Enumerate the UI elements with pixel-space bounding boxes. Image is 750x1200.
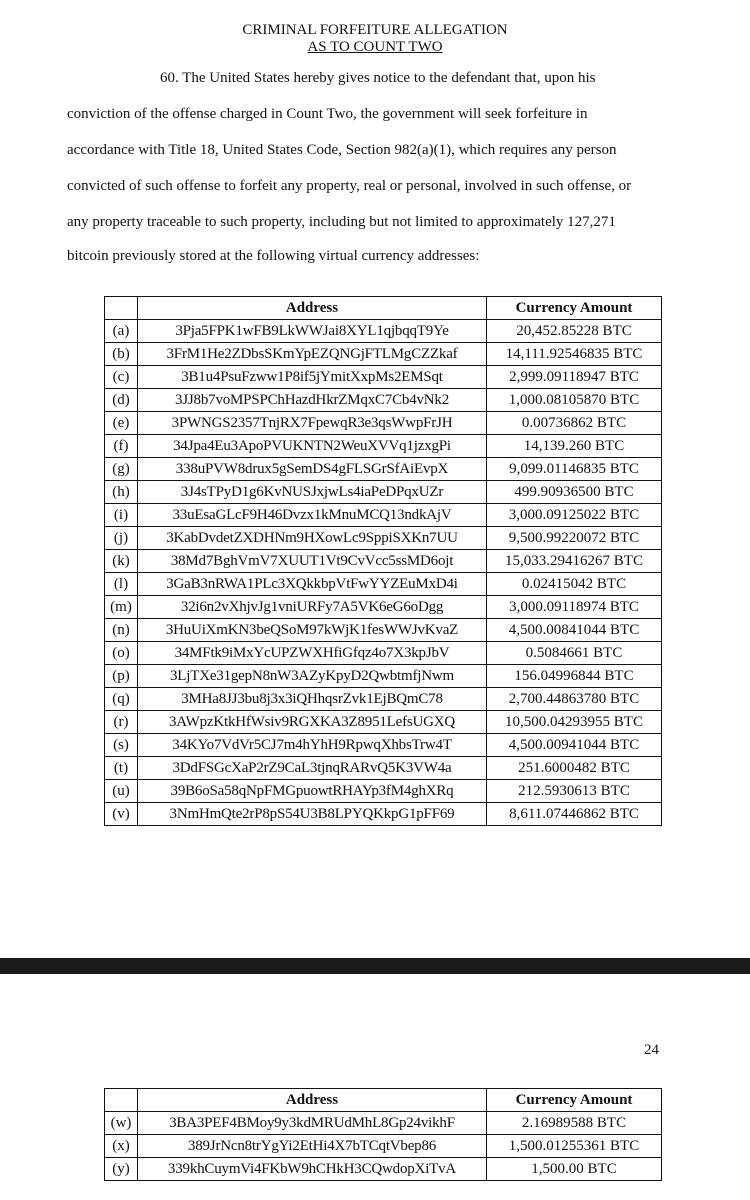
table-row (105, 642, 662, 665)
table-row (105, 366, 662, 389)
wallet-address: 3Pja5FPK1wFB9LkWWJai8XYL1qjbqqT9Ye (138, 320, 487, 343)
wallet-address: 3LjTXe31gepN8nW3AZyKpyD2QwbtmfjNwm (138, 665, 487, 688)
currency-amount: 2,999.09118947 BTC (487, 366, 662, 389)
currency-amount: 20,452.85228 BTC (487, 320, 662, 343)
table-header-row (105, 1089, 662, 1112)
currency-amount: 1,500.01255361 BTC (487, 1135, 662, 1158)
row-label: (v) (105, 803, 138, 826)
wallet-address: 339khCuymVi4FKbW9hCHkH3CQwdopXiTvA (138, 1158, 487, 1181)
table-row (105, 481, 662, 504)
row-label: (a) (105, 320, 138, 343)
wallet-address: 3BA3PEF4BMoy9y3kdMRUdMhL8Gp24vikhF (138, 1112, 487, 1135)
paragraph-line: accordance with Title 18, United States Code, Section 982(a)(1), which requires any person (67, 142, 617, 158)
table-row (105, 1112, 662, 1135)
amount-column-header: Currency Amount (487, 297, 662, 320)
wallet-address: 32i6n2vXhjvJg1vniURFy7A5VK6eG6oDgg (138, 596, 487, 619)
row-label: (r) (105, 711, 138, 734)
wallet-address: 3FrM1He2ZDbsSKmYpEZQNGjFTLMgCZZkaf (138, 343, 487, 366)
table-row (105, 711, 662, 734)
wallet-address: 39B6oSa58qNpFMGpuowtRHAYp3fM4ghXRq (138, 780, 487, 803)
currency-amount: 3,000.09118974 BTC (487, 596, 662, 619)
row-label: (c) (105, 366, 138, 389)
row-label: (d) (105, 389, 138, 412)
row-label: (f) (105, 435, 138, 458)
currency-amount: 2.16989588 BTC (487, 1112, 662, 1135)
currency-amount: 9,099.01146835 BTC (487, 458, 662, 481)
currency-amount: 8,611.07446862 BTC (487, 803, 662, 826)
table-row (105, 504, 662, 527)
table-row (105, 757, 662, 780)
currency-amount: 4,500.00841044 BTC (487, 619, 662, 642)
row-label: (x) (105, 1135, 138, 1158)
paragraph-line: convicted of such offense to forfeit any property, real or personal, involved in such offense, or (67, 178, 632, 194)
table-row (105, 619, 662, 642)
label-column-header (105, 1089, 138, 1112)
row-label: (l) (105, 573, 138, 596)
row-label: (s) (105, 734, 138, 757)
currency-amount: 4,500.00941044 BTC (487, 734, 662, 757)
table-row (105, 803, 662, 826)
row-label: (m) (105, 596, 138, 619)
wallet-address: 3B1u4PsuFzww1P8if5jYmitXxpMs2EMSqt (138, 366, 487, 389)
currency-amount: 2,700.44863780 BTC (487, 688, 662, 711)
row-label: (b) (105, 343, 138, 366)
wallet-address: 3J4sTPyD1g6KvNUSJxjwLs4iaPeDPqxUZr (138, 481, 487, 504)
table-row (105, 665, 662, 688)
wallet-address: 3HuUiXmKN3beQSoM97kWjK1fesWWJvKvaZ (138, 619, 487, 642)
table-row (105, 458, 662, 481)
row-label: (p) (105, 665, 138, 688)
table-row (105, 412, 662, 435)
wallet-address: 34Jpa4Eu3ApoPVUKNTN2WeuXVVq1jzxgPi (138, 435, 487, 458)
wallet-address: 3MHa8JJ3bu8j3x3iQHhqsrZvk1EjBQmC78 (138, 688, 487, 711)
row-label: (j) (105, 527, 138, 550)
row-label: (o) (105, 642, 138, 665)
wallet-address: 3DdFSGcXaP2rZ9CaL3tjnqRARvQ5K3VW4a (138, 757, 487, 780)
currency-amount: 1,000.08105870 BTC (487, 389, 662, 412)
table-row (105, 1135, 662, 1158)
address-column-header: Address (138, 1089, 487, 1112)
table-row (105, 573, 662, 596)
table-header-row (105, 297, 662, 320)
currency-amount: 156.04996844 BTC (487, 665, 662, 688)
wallet-address: 3PWNGS2357TnjRX7FpewqR3e3qsWwpFrJH (138, 412, 487, 435)
currency-amount: 15,033.29416267 BTC (487, 550, 662, 573)
currency-amount: 1,500.00 BTC (487, 1158, 662, 1181)
row-label: (i) (105, 504, 138, 527)
paragraph-line: 60. The United States hereby gives notice to the defendant that, upon his (160, 70, 596, 86)
wallet-address: 3KabDvdetZXDHNm9HXowLc9SppiSXKn7UU (138, 527, 487, 550)
wallet-address: 33uEsaGLcF9H46Dvzx1kMnuMCQ13ndkAjV (138, 504, 487, 527)
row-label: (t) (105, 757, 138, 780)
wallet-address: 34MFtk9iMxYcUPZWXHfiGfqz4o7X3kpJbV (138, 642, 487, 665)
table-row (105, 389, 662, 412)
currency-amount: 0.00736862 BTC (487, 412, 662, 435)
row-label: (u) (105, 780, 138, 803)
wallet-address: 3NmHmQte2rP8pS54U3B8LPYQKkpG1pFF69 (138, 803, 487, 826)
wallet-address: 389JrNcn8trYgYi2EtHi4X7bTCqtVbep86 (138, 1135, 487, 1158)
amount-column-header: Currency Amount (487, 1089, 662, 1112)
wallet-address: 34KYo7VdVr5CJ7m4hYhH9RpwqXhbsTrw4T (138, 734, 487, 757)
page-divider (0, 958, 750, 974)
row-label: (n) (105, 619, 138, 642)
table-row (105, 527, 662, 550)
currency-amount: 9,500.99220072 BTC (487, 527, 662, 550)
row-label: (h) (105, 481, 138, 504)
address-table-2 (104, 1088, 662, 1181)
row-label: (e) (105, 412, 138, 435)
section-subtitle: AS TO COUNT TWO (307, 39, 443, 55)
address-table-1 (104, 296, 662, 826)
table-row (105, 435, 662, 458)
address-column-header: Address (138, 297, 487, 320)
table-row (105, 320, 662, 343)
table-row (105, 343, 662, 366)
row-label: (k) (105, 550, 138, 573)
wallet-address: 38Md7BghVmV7XUUT1Vt9CvVcc5ssMD6ojt (138, 550, 487, 573)
currency-amount: 499.90936500 BTC (487, 481, 662, 504)
row-label: (y) (105, 1158, 138, 1181)
table-row (105, 1158, 662, 1181)
currency-amount: 0.02415042 BTC (487, 573, 662, 596)
currency-amount: 3,000.09125022 BTC (487, 504, 662, 527)
table-row (105, 550, 662, 573)
page-number: 24 (644, 1042, 659, 1058)
currency-amount: 14,139.260 BTC (487, 435, 662, 458)
currency-amount: 10,500.04293955 BTC (487, 711, 662, 734)
paragraph-line: any property traceable to such property, including but not limited to approximately 127,271 (67, 214, 616, 230)
table-row (105, 734, 662, 757)
wallet-address: 3JJ8b7voMPSPChHazdHkrZMqxC7Cb4vNk2 (138, 389, 487, 412)
wallet-address: 3AWpzKtkHfWsiv9RGXKA3Z8951LefsUGXQ (138, 711, 487, 734)
row-label: (g) (105, 458, 138, 481)
row-label: (q) (105, 688, 138, 711)
label-column-header (105, 297, 138, 320)
wallet-address: 3GaB3nRWA1PLc3XQkkbpVtFwYYZEuMxD4i (138, 573, 487, 596)
paragraph-line: bitcoin previously stored at the following virtual currency addresses: (67, 248, 480, 264)
table-row (105, 780, 662, 803)
table-row (105, 596, 662, 619)
section-title: CRIMINAL FORFEITURE ALLEGATION (242, 22, 508, 38)
table-row (105, 688, 662, 711)
row-label: (w) (105, 1112, 138, 1135)
currency-amount: 212.5930613 BTC (487, 780, 662, 803)
currency-amount: 251.6000482 BTC (487, 757, 662, 780)
paragraph-line: conviction of the offense charged in Count Two, the government will seek forfeiture in (67, 106, 588, 122)
currency-amount: 14,111.92546835 BTC (487, 343, 662, 366)
currency-amount: 0.5084661 BTC (487, 642, 662, 665)
wallet-address: 338uPVW8drux5gSemDS4gFLSGrSfAiEvpX (138, 458, 487, 481)
